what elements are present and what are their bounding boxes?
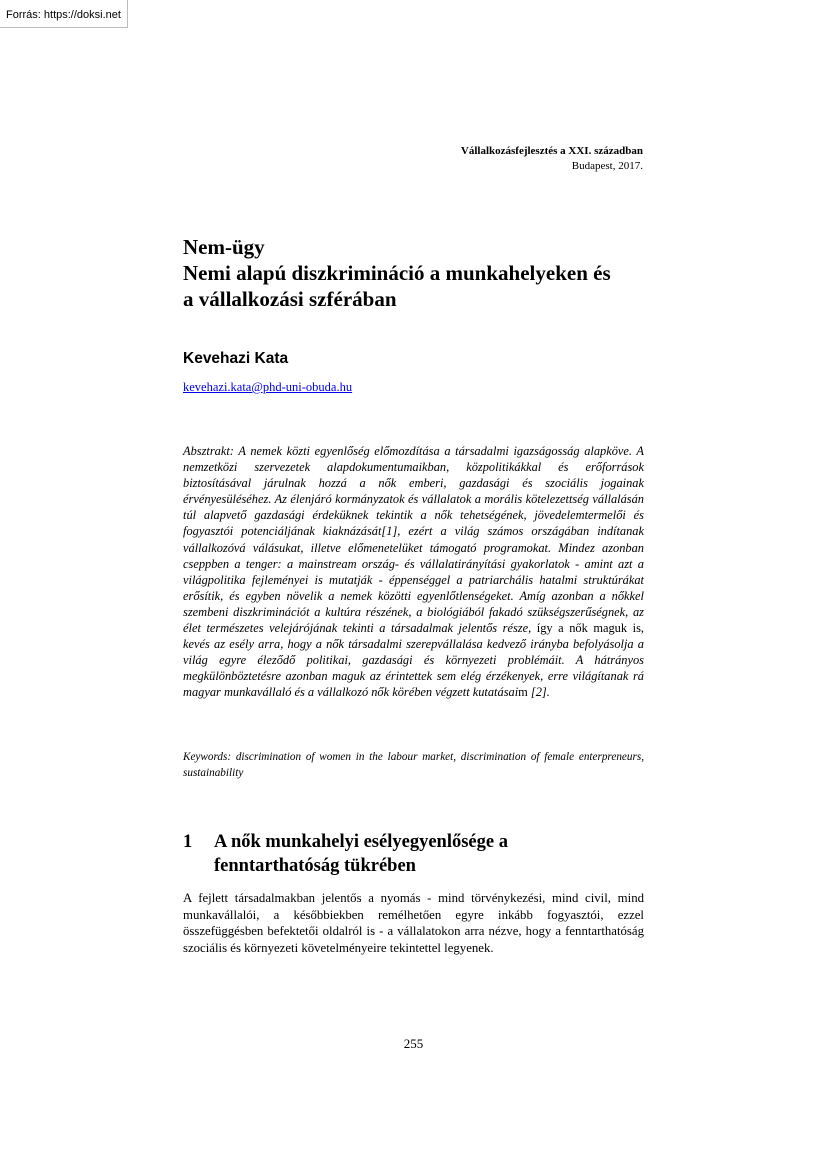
abstract-text-5: [2].: [527, 685, 550, 700]
page-number: 255: [403, 1036, 424, 1051]
conference-title: Vállalkozásfejlesztés a XXI. században: [460, 145, 643, 157]
author-email-link[interactable]: kevehazi.kata@phd-uni-obuda.hu: [183, 380, 353, 394]
section-title: A nők munkahelyi esélyegyenlősége a fenntarthatóság tükrében: [214, 832, 508, 876]
title-line-1: Nem-ügy: [183, 235, 265, 259]
abstract-text-2: így a nők maguk is,: [531, 621, 644, 636]
abstract: [183, 443, 644, 701]
location-year: Budapest, 2017.: [571, 160, 643, 172]
body-paragraph: A fejlett társadalmakban jelentős a nyomás - mind törvénykezési, mind civil, mind munkavállalói, a későbbiekben remélhetően egyre inkább fogyasztói, ezzel összefüggésben befektetői oldalról is - a vállalatokon arra nézve, hogy a fenntarthatóság szociális és környezeti követelményeire tekintettel legyenek.: [183, 891, 644, 955]
keywords: Keywords: discrimination of women in the labour market, discrimination of female enterpreneurs, sustainability: [183, 751, 644, 779]
title-line-2: Nemi alapú diszkrimináció a munkahelyeken és: [183, 261, 611, 285]
abstract-text-1: A nemek közti egyenlőség előmozdítása a társadalmi igazságosság alapköve. A nemzetközi szervezetek alapdokumentumaikban, közpolitikákkal és erőforrások biztosításával járulnak hozzá a nők emberi, gazdasági és szociális jogainak érvényesüléséhez. Az élenjáró kormányzatok és vállalatok a morális kötelezettség vállalásán túl alapvető gazdasági érdeküknek tekintik a nők tehetségének, jövedelemtermelői és fogyasztói potenciáljának kiaknázását[1], ezért a világ számos országában indítanak vállalkozóvá válásukat, illetve előmenetelüket támogató programokat. Mindez azonban cseppben a tenger: a mainstream ország- és vállalatirányítási gyakorlatok - amint azt a világpolitika fejleményei is mutatják - éppenséggel a patriarchális hatalmi struktúrákat erősítik, és egyben növelik a nemek közötti egyenlőtlenségeket. Amíg azonban a nőkkel szembeni diszkriminációt a kultúra részének, a biológiából fakadó szükségszerűségnek, az élet természetes velejárójának tekinti a társadalmak jelentős része,: [183, 444, 644, 636]
abstract-text-3: kevés az esély arra, hogy a nők társadalmi szerepvállalása kedvező irányba befolyásolja a világ egyre éleződő politikai, gazdasági és környezeti problémáit. A hátrányos megkülönböztetésre azonban maguk az érintettek sem elég érzékenyek, erre világítanak rá magyar munkavállaló és a vállalkozó nők körében végzett kutatásai: [183, 637, 644, 700]
section-number: 1: [183, 832, 193, 852]
abstract-label: Absztrakt:: [183, 444, 234, 458]
paper-title: [183, 234, 653, 312]
author-name: Kevehazi Kata: [183, 350, 289, 367]
abstract-text-4: m: [518, 685, 528, 700]
source-label: Forrás: https://doksi.net: [0, 0, 128, 28]
running-header: [461, 144, 643, 174]
title-line-3: a vállalkozási szférában: [183, 287, 397, 311]
